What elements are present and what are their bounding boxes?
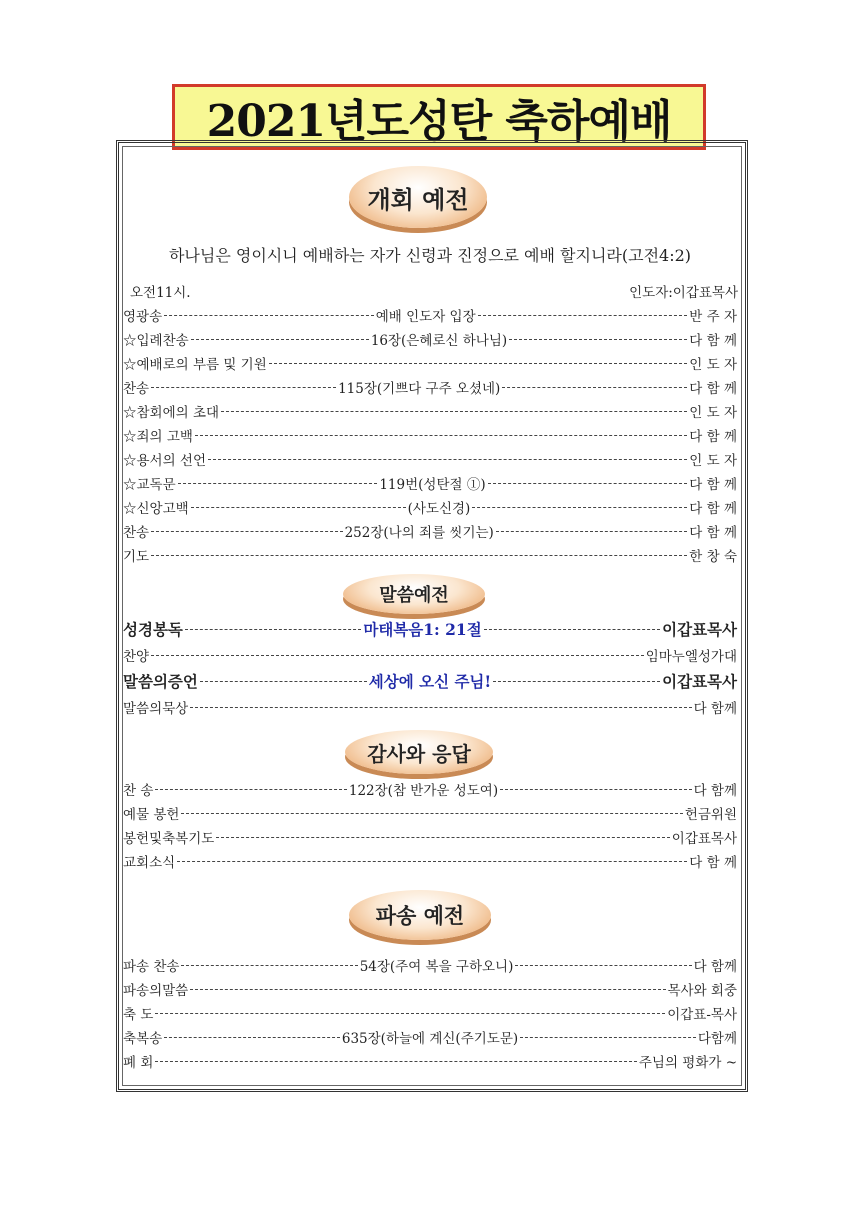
order-item-label: 성경봉독 (123, 620, 183, 639)
page-title: 2021년도성탄 축하예배 (206, 96, 672, 147)
order-row (123, 497, 737, 517)
section-header-sending (349, 890, 491, 940)
leader-dashes (500, 789, 692, 790)
leader-dashes (164, 315, 374, 316)
leader-dashes (269, 363, 688, 364)
leader-dashes (208, 459, 687, 460)
order-item-person: 다 함께 (693, 959, 737, 975)
order-item-detail: (사도신경) (407, 501, 471, 517)
order-row (123, 645, 737, 665)
order-item-label: ☆교독문 (123, 477, 176, 493)
order-item-person: 인 도 자 (689, 405, 737, 421)
order-row (123, 955, 737, 975)
order-row (123, 671, 737, 691)
order-item-detail: 122장(참 반가운 성도여) (348, 783, 499, 799)
order-item-label: 찬 송 (123, 783, 154, 799)
leader-dashes (164, 1037, 340, 1038)
order-item-person: 다 함 께 (689, 477, 738, 493)
leader-dashes (216, 837, 669, 838)
order-item-detail: 115장(기쁘다 구주 오셨네) (338, 381, 501, 397)
leader-dashes (151, 655, 644, 656)
leader-dashes (484, 629, 660, 630)
leader-dashes (155, 789, 347, 790)
order-item-label: 찬양 (123, 649, 150, 665)
order-row (123, 353, 737, 373)
order-item-detail: 마태복음1: 21절 (363, 620, 482, 639)
leader-dashes (190, 989, 665, 990)
order-item-label: 축 도 (123, 1007, 154, 1023)
order-row (123, 305, 737, 325)
order-row (123, 521, 737, 541)
order-item-label: 파송의말씀 (123, 983, 189, 999)
order-item-person: 다 함께 (693, 701, 737, 717)
order-row (123, 449, 737, 469)
service-time: 오전11시. (130, 285, 191, 301)
order-row (123, 979, 737, 999)
order-item-person: 목사와 회중 (667, 983, 737, 999)
order-item-label: 예물 봉헌 (123, 807, 180, 823)
leader-dashes (185, 629, 361, 630)
order-item-person: 이갑표-목사 (667, 1007, 737, 1023)
order-item-label: 교회소식 (123, 855, 176, 871)
order-item-person: 다 함 께 (689, 525, 737, 541)
order-item-label: ☆용서의 선언 (123, 453, 206, 469)
service-info (130, 281, 738, 301)
leader-dashes (478, 315, 688, 316)
order-item-person: 임마누엘성가대 (645, 649, 737, 665)
order-item-person: 다 함께 (693, 783, 738, 799)
order-item-detail: 119번(성탄절 ①) (379, 477, 486, 493)
order-row (123, 619, 737, 639)
order-item-label: ☆참회에의 초대 (123, 405, 220, 421)
order-item-detail: 세상에 오신 주님! (368, 672, 492, 691)
order-item-detail: 635장(하늘에 계신(주기도문) (341, 1031, 519, 1047)
order-item-person: 다 함 께 (689, 381, 738, 397)
order-item-person: 다 함 께 (689, 429, 737, 445)
order-row (123, 545, 737, 565)
order-item-label: 봉헌및축복기도 (123, 831, 215, 847)
order-item-label: ☆신앙고백 (123, 501, 189, 517)
order-row (123, 425, 737, 445)
leader-dashes (200, 681, 367, 682)
order-item-person: 헌금위원 (684, 807, 737, 823)
order-item-person: 인 도 자 (689, 357, 737, 373)
order-item-person: 인 도 자 (689, 453, 737, 469)
scripture-verse: 하나님은 영이시니 예배하는 자가 신령과 진정으로 예배 할지니라(고전4:2) (168, 246, 692, 265)
order-item-detail: 16장(은혜로신 하나님) (370, 333, 508, 349)
leader-dashes (178, 483, 378, 484)
leader-dashes (191, 507, 406, 508)
order-item-label: 축복송 (123, 1031, 163, 1047)
order-row (123, 1051, 737, 1071)
order-row (123, 803, 737, 823)
order-item-label: ☆죄의 고백 (123, 429, 193, 445)
leader-dashes (496, 531, 687, 532)
order-item-label: ☆예배로의 부름 및 기원 (123, 357, 267, 373)
leader-dashes (472, 507, 687, 508)
order-row (123, 377, 737, 397)
leader-dashes (221, 411, 687, 412)
leader-dashes (515, 965, 691, 966)
leader-dashes (155, 1061, 636, 1062)
leader-dashes (155, 1013, 665, 1014)
section-title-word: 말씀예전 (379, 585, 449, 606)
order-item-detail: 54장(주여 복을 구하오니) (359, 959, 514, 975)
section-header-response (345, 730, 493, 774)
order-item-person: 주님의 평화가 ~ (638, 1055, 737, 1071)
leader-dashes (502, 387, 687, 388)
order-item-detail: 252장(나의 죄를 씻기는) (344, 525, 494, 541)
order-row (123, 697, 737, 717)
order-row (123, 827, 737, 847)
order-item-person: 다 함 께 (689, 501, 737, 517)
section-header-opening (349, 166, 487, 228)
leader-dashes (151, 531, 342, 532)
order-row (123, 1003, 737, 1023)
service-leader: 인도자:이갑표목사 (629, 285, 738, 301)
section-title-response: 감사와 응답 (367, 741, 471, 766)
order-row (123, 779, 737, 799)
order-item-label: 찬송 (123, 381, 150, 397)
leader-dashes (488, 483, 688, 484)
order-item-person: 다함께 (697, 1031, 737, 1047)
section-title-opening: 개회 예전 (367, 185, 469, 214)
leader-dashes (181, 813, 682, 814)
leader-dashes (151, 555, 687, 556)
order-row (123, 329, 737, 349)
leader-dashes (177, 861, 687, 862)
order-item-label: ☆입례찬송 (123, 333, 189, 349)
order-item-person: 다 함 께 (689, 333, 738, 349)
order-item-label: 영광송 (123, 309, 163, 325)
leader-dashes (509, 339, 687, 340)
order-item-person: 이갑표목사 (671, 831, 737, 847)
order-item-label: 폐 회 (123, 1055, 154, 1071)
order-item-label: 말씀의증언 (123, 672, 198, 691)
order-item-person: 다 함 께 (689, 855, 737, 871)
order-row (123, 473, 737, 493)
order-item-label: 기도 (123, 549, 150, 565)
order-item-label: 파송 찬송 (123, 959, 180, 975)
order-item-detail: 예배 인도자 입장 (375, 309, 476, 325)
section-title-sending: 파송 예전 (375, 904, 465, 928)
order-item-person: 반 주 자 (689, 309, 737, 325)
section-header-word (343, 574, 485, 614)
leader-dashes (520, 1037, 696, 1038)
leader-dashes (181, 965, 357, 966)
order-item-person: 한 창 숙 (689, 549, 737, 565)
order-item-label: 말씀의묵상 (123, 701, 189, 717)
order-row (123, 401, 737, 421)
order-item-label: 찬송 (123, 525, 150, 541)
leader-dashes (195, 435, 687, 436)
leader-dashes (493, 681, 660, 682)
leader-dashes (151, 387, 336, 388)
order-item-person: 이갑표목사 (662, 620, 737, 639)
order-item-person: 이갑표목사 (662, 672, 738, 691)
leader-dashes (190, 707, 691, 708)
order-row (123, 1027, 737, 1047)
leader-dashes (191, 339, 369, 340)
order-row (123, 851, 737, 871)
